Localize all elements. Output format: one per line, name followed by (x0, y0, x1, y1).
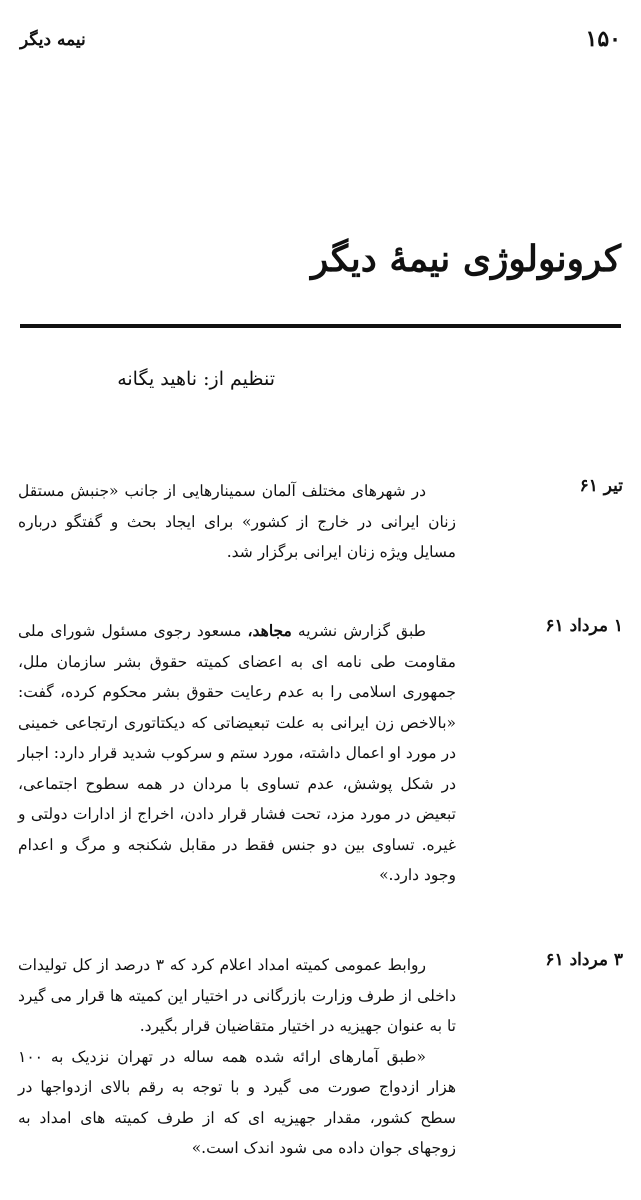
entry-paragraph: «طبق آمارهای ارائه شده همه ساله در تهران نزدیک به ۱۰۰ هزار ازدواج صورت می گیرد و با توجه به رقم بالای ازدواجها در سطح کشور، مقدار جهیزیه ای که از طرف کمیته های امداد به زوجهای جوان داده می شود اندک است.» (18, 1047, 456, 1157)
entry-body (18, 950, 456, 1164)
entry-date: ۳ مرداد ۶۱ (545, 950, 623, 970)
article-title: کرونولوژی نیمهٔ دیگر (311, 238, 621, 280)
entry-lead: طبق گزارش نشریه (291, 622, 426, 640)
entry-date: ۱ مرداد ۶۱ (545, 616, 623, 636)
entry-paragraph (18, 616, 456, 891)
page-number: ۱۵۰ (585, 26, 621, 52)
editor-credit: تنظیم از: ناهید یگانه (117, 368, 275, 390)
entry-paragraph: روابط عمومی کمیته امداد اعلام کرد که ۳ درصد از کل تولیدات داخلی از طرف وزارت بازرگانی در اختیار این کمیته ها قرار می گیرد تا به عنوان جهیزیه در اختیار متقاضیان قرار بگیرد. (18, 956, 456, 1035)
entry-body (18, 476, 456, 568)
entry-text: مسعود رجوی مسئول شورای ملی مقاومت طی نامه ای به اعضای کمیته حقوق بشر سازمان ملل، جمهوری اسلامی را به عدم رعایت حقوق بشر محکوم کرده، گفت: «بالاخص زن ایرانی به علت تبعیضاتی که دیکتاتوری ارتجاعی خمینی در مورد او اعمال داشته، مورد ستم و سرکوب شدید قرار دارد: اجبار در شکل پوشش، عدم تساوی با مردان در همه سطوح اجتماعی، تبعیض در مورد مزد، تحت فشار قرار دادن، اخراج از ادارات دولتی و غیره. تساوی بین دو جنس فقط در مقابل شکنجه و مرگ و اعدام وجود دارد.» (18, 622, 456, 884)
publication-name: مجاهد، (247, 621, 292, 640)
entry-body (18, 616, 456, 891)
entry-date: تیر ۶۱ (579, 476, 623, 496)
running-head: نیمه دیگر (20, 30, 86, 50)
entry-paragraph: در شهرهای مختلف آلمان سمینارهایی از جانب «جنبش مستقل زنان ایرانی در خارج از کشور» برای ایجاد بحث و گفتگو درباره مسایل ویژه زنان ایرانی برگزار شد. (18, 482, 456, 561)
title-divider (20, 324, 621, 328)
